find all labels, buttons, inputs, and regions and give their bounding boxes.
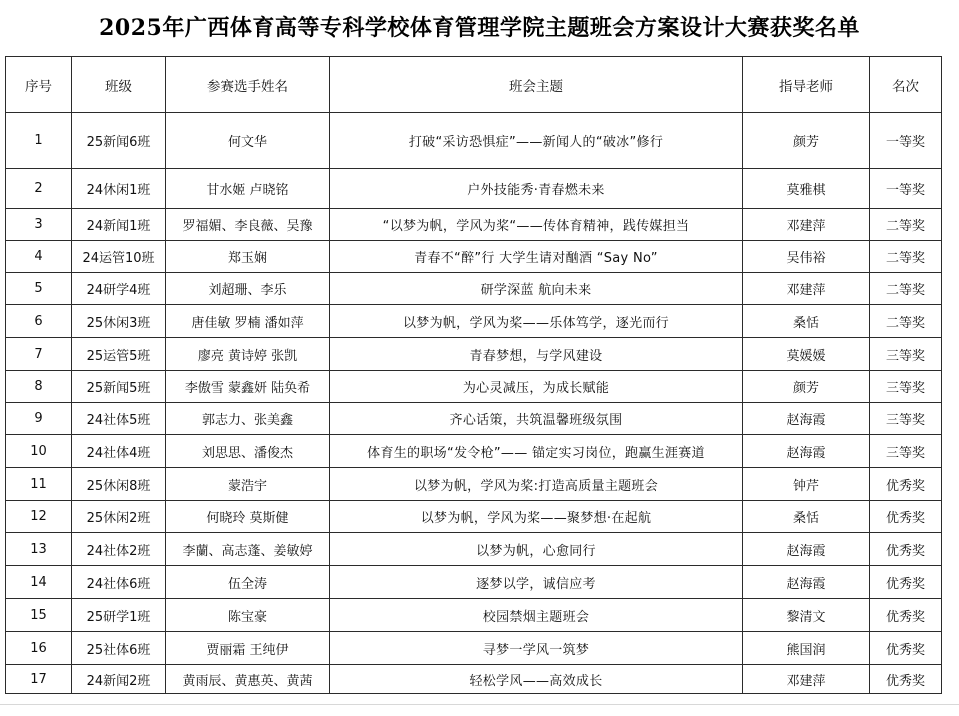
cell-topic[interactable]: 以梦为帆，学风为桨:打造高质量主题班会 <box>330 468 743 501</box>
cell-names[interactable]: 郑玉娴 <box>166 241 330 273</box>
cell-teacher[interactable]: 赵海霞 <box>743 533 870 566</box>
cell-no[interactable]: 16 <box>6 632 72 665</box>
cell-no[interactable]: 5 <box>6 273 72 305</box>
cell-teacher[interactable]: 莫雅棋 <box>743 169 870 209</box>
cell-rank[interactable]: 优秀奖 <box>870 632 942 665</box>
cell-names[interactable]: 李傲雪 蒙鑫妍 陆奂希 <box>166 371 330 403</box>
cell-rank[interactable]: 一等奖 <box>870 113 942 169</box>
cell-no[interactable]: 1 <box>6 113 72 169</box>
cell-topic[interactable]: 体育生的职场“发令枪”—— 锚定实习岗位，跑赢生涯赛道 <box>330 435 743 468</box>
cell-no[interactable]: 4 <box>6 241 72 273</box>
cell-topic[interactable]: 为心灵减压，为成长赋能 <box>330 371 743 403</box>
page-title: 2025年广西体育高等专科学校体育管理学院主题班会方案设计大赛获奖名单 <box>99 15 860 41</box>
cell-class[interactable]: 24新闻2班 <box>72 665 166 694</box>
cell-names[interactable]: 刘超珊、李乐 <box>166 273 330 305</box>
cell-names[interactable]: 郭志力、张美鑫 <box>166 403 330 435</box>
cell-no[interactable]: 8 <box>6 371 72 403</box>
cell-rank[interactable]: 优秀奖 <box>870 665 942 694</box>
cell-teacher[interactable]: 赵海霞 <box>743 403 870 435</box>
cell-names[interactable]: 何晓玲 莫斯健 <box>166 501 330 533</box>
cell-teacher[interactable]: 赵海霞 <box>743 435 870 468</box>
cell-class[interactable]: 25社体6班 <box>72 632 166 665</box>
header-cell-rank[interactable]: 名次 <box>870 57 942 113</box>
cell-teacher[interactable]: 邓建萍 <box>743 665 870 694</box>
sheet-gridline <box>0 704 959 716</box>
cell-no[interactable]: 10 <box>6 435 72 468</box>
cell-no[interactable]: 6 <box>6 305 72 338</box>
cell-topic[interactable]: 校园禁烟主题班会 <box>330 599 743 632</box>
cell-names[interactable]: 甘水姬 卢晓铭 <box>166 169 330 209</box>
table-row <box>6 403 942 435</box>
header-cell-teacher[interactable]: 指导老师 <box>743 57 870 113</box>
cell-topic[interactable]: 以梦为帆，心愈同行 <box>330 533 743 566</box>
cell-names[interactable]: 罗福媚、李良薇、吴豫 <box>166 209 330 241</box>
cell-names[interactable]: 唐佳敏 罗楠 潘如萍 <box>166 305 330 338</box>
cell-names[interactable]: 廖亮 黄诗婷 张凯 <box>166 338 330 371</box>
cell-no[interactable]: 17 <box>6 665 72 694</box>
cell-topic[interactable]: 打破“采访恐惧症”——新闻人的“破冰”修行 <box>330 113 743 169</box>
cell-class[interactable]: 24休闲1班 <box>72 169 166 209</box>
cell-class[interactable]: 24研学4班 <box>72 273 166 305</box>
cell-rank[interactable]: 三等奖 <box>870 435 942 468</box>
cell-teacher[interactable]: 熊国润 <box>743 632 870 665</box>
cell-topic[interactable]: 青春梦想，与学风建设 <box>330 338 743 371</box>
header-cell-no[interactable]: 序号 <box>6 57 72 113</box>
table-row <box>6 371 942 403</box>
awards-table <box>5 56 942 694</box>
table-row <box>6 338 942 371</box>
header-cell-names[interactable]: 参赛选手姓名 <box>166 57 330 113</box>
table-row <box>6 169 942 209</box>
table-row <box>6 599 942 632</box>
cell-names[interactable]: 陈宝豪 <box>166 599 330 632</box>
cell-no[interactable]: 14 <box>6 566 72 599</box>
cell-class[interactable]: 25新闻6班 <box>72 113 166 169</box>
table-row <box>6 533 942 566</box>
cell-topic[interactable]: 轻松学风——高效成长 <box>330 665 743 694</box>
table-row <box>6 501 942 533</box>
cell-class[interactable]: 24新闻1班 <box>72 209 166 241</box>
cell-teacher[interactable]: 邓建萍 <box>743 209 870 241</box>
cell-rank[interactable]: 优秀奖 <box>870 599 942 632</box>
cell-rank[interactable]: 二等奖 <box>870 273 942 305</box>
header-cell-topic[interactable]: 班会主题 <box>330 57 743 113</box>
cell-rank[interactable]: 优秀奖 <box>870 501 942 533</box>
cell-class[interactable]: 25运管5班 <box>72 338 166 371</box>
cell-names[interactable]: 伍全涛 <box>166 566 330 599</box>
table-row <box>6 113 942 169</box>
cell-teacher[interactable]: 颜芳 <box>743 113 870 169</box>
cell-names[interactable]: 黄雨辰、黄惠英、黄茜 <box>166 665 330 694</box>
cell-topic[interactable]: 以梦为帆，学风为桨——聚梦想·在起航 <box>330 501 743 533</box>
header-cell-class[interactable]: 班级 <box>72 57 166 113</box>
cell-rank[interactable]: 三等奖 <box>870 371 942 403</box>
table-row <box>6 566 942 599</box>
cell-topic[interactable]: 以梦为帆，学风为桨——乐体笃学，逐光而行 <box>330 305 743 338</box>
cell-teacher[interactable]: 桑恬 <box>743 501 870 533</box>
table-row <box>6 209 942 241</box>
cell-topic[interactable]: 寻梦一学风一筑梦 <box>330 632 743 665</box>
cell-rank[interactable]: 一等奖 <box>870 169 942 209</box>
cell-no[interactable]: 9 <box>6 403 72 435</box>
cell-names[interactable]: 贾丽霜 王纯伊 <box>166 632 330 665</box>
cell-topic[interactable]: 青春不“醉”行 大学生请对酗酒 “Say No” <box>330 241 743 273</box>
cell-class[interactable]: 25新闻5班 <box>72 371 166 403</box>
cell-rank[interactable]: 三等奖 <box>870 403 942 435</box>
cell-no[interactable]: 12 <box>6 501 72 533</box>
cell-class[interactable]: 24社体5班 <box>72 403 166 435</box>
cell-teacher[interactable]: 邓建萍 <box>743 273 870 305</box>
cell-names[interactable]: 李蘭、高志蓬、姜敏婷 <box>166 533 330 566</box>
table-row <box>6 273 942 305</box>
cell-no[interactable]: 3 <box>6 209 72 241</box>
cell-names[interactable]: 刘思思、潘俊杰 <box>166 435 330 468</box>
cell-teacher[interactable]: 钟芹 <box>743 468 870 501</box>
cell-rank[interactable]: 二等奖 <box>870 241 942 273</box>
cell-rank[interactable]: 优秀奖 <box>870 533 942 566</box>
cell-names[interactable]: 何文华 <box>166 113 330 169</box>
cell-no[interactable]: 7 <box>6 338 72 371</box>
header-row <box>6 57 942 113</box>
cell-rank[interactable]: 二等奖 <box>870 209 942 241</box>
table-row <box>6 241 942 273</box>
table-row <box>6 632 942 665</box>
cell-class[interactable]: 24运管10班 <box>72 241 166 273</box>
cell-topic[interactable]: “以梦为帆，学风为桨“——传体育精神，践传媒担当 <box>330 209 743 241</box>
cell-topic[interactable]: 研学深蓝 航向未来 <box>330 273 743 305</box>
cell-names[interactable]: 蒙浩宇 <box>166 468 330 501</box>
cell-teacher[interactable]: 莫媛媛 <box>743 338 870 371</box>
cell-rank[interactable]: 优秀奖 <box>870 468 942 501</box>
cell-rank[interactable]: 二等奖 <box>870 305 942 338</box>
table-row <box>6 305 942 338</box>
cell-topic[interactable]: 户外技能秀·青春燃未来 <box>330 169 743 209</box>
cell-rank[interactable]: 优秀奖 <box>870 566 942 599</box>
cell-no[interactable]: 2 <box>6 169 72 209</box>
cell-class[interactable]: 25休闲8班 <box>72 468 166 501</box>
cell-class[interactable]: 24社体4班 <box>72 435 166 468</box>
cell-teacher[interactable]: 赵海霞 <box>743 566 870 599</box>
table-body <box>6 113 942 694</box>
cell-class[interactable]: 25休闲2班 <box>72 501 166 533</box>
cell-teacher[interactable]: 黎清文 <box>743 599 870 632</box>
cell-teacher[interactable]: 桑恬 <box>743 305 870 338</box>
cell-topic[interactable]: 齐心话策，共筑温馨班级氛围 <box>330 403 743 435</box>
table-row <box>6 665 942 694</box>
cell-class[interactable]: 25研学1班 <box>72 599 166 632</box>
cell-teacher[interactable]: 颜芳 <box>743 371 870 403</box>
cell-topic[interactable]: 逐梦以学，诚信应考 <box>330 566 743 599</box>
cell-class[interactable]: 24社体2班 <box>72 533 166 566</box>
cell-rank[interactable]: 三等奖 <box>870 338 942 371</box>
cell-no[interactable]: 13 <box>6 533 72 566</box>
cell-teacher[interactable]: 吴伟裕 <box>743 241 870 273</box>
cell-class[interactable]: 24社体6班 <box>72 566 166 599</box>
cell-no[interactable]: 15 <box>6 599 72 632</box>
table-row <box>6 468 942 501</box>
table-row <box>6 435 942 468</box>
cell-class[interactable]: 25休闲3班 <box>72 305 166 338</box>
cell-no[interactable]: 11 <box>6 468 72 501</box>
